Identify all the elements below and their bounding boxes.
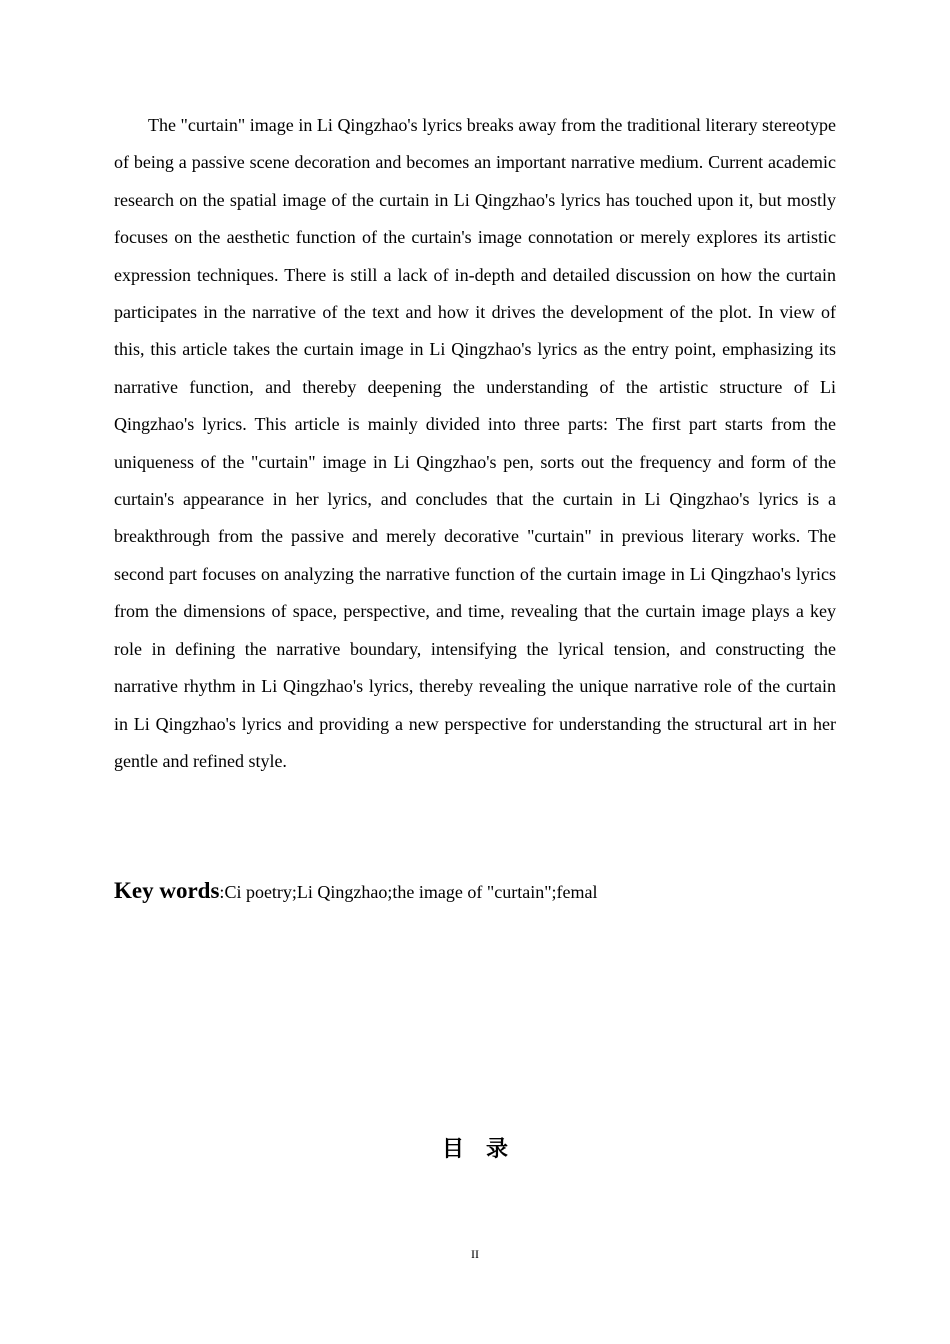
keywords-separator: :	[219, 882, 225, 902]
page-number: II	[471, 1247, 479, 1261]
keywords-label: Key words	[114, 878, 220, 903]
keywords-line	[114, 878, 836, 904]
abstract-body: The "curtain" image in Li Qingzhao's lyrics breaks away from the traditional literary stereotype of being a passive scene decoration and becomes an important narrative medium. Current academic research on the spatial image of the curtain in Li Qingzhao's lyrics has touched upon it, but mostly focuses on the aesthetic function of the curtain's image connotation or merely explores its artistic expression techniques. There is still a lack of in-depth and detailed discussion on how the curtain participates in the narrative of the text and how it drives the development of the plot. In view of this, this article takes the curtain image in Li Qingzhao's lyrics as the entry point, emphasizing its narrative function, and thereby deepening the understanding of the artistic structure of Li Qingzhao's lyrics. This article is mainly divided into three parts: The first part starts from the uniqueness of the "curtain" image in Li Qingzhao's pen, sorts out the frequency and form of the curtain's appearance in her lyrics, and concludes that the curtain in Li Qingzhao's lyrics is a breakthrough from the passive and merely decorative "curtain" in previous literary works. The second part focuses on analyzing the narrative function of the curtain image in Li Qingzhao's lyrics from the dimensions of space, perspective, and time, revealing that the curtain image plays a key role in defining the narrative boundary, intensifying the lyrical tension, and constructing the narrative rhythm in Li Qingzhao's lyrics, thereby revealing the unique narrative role of the curtain in Li Qingzhao's lyrics and providing a new perspective for understanding the structural art in her gentle and refined style.	[114, 115, 836, 771]
keywords-text: Ci poetry;Li Qingzhao;the image of "curtain";femal	[224, 882, 598, 902]
toc-heading: 目录	[441, 1137, 530, 1162]
